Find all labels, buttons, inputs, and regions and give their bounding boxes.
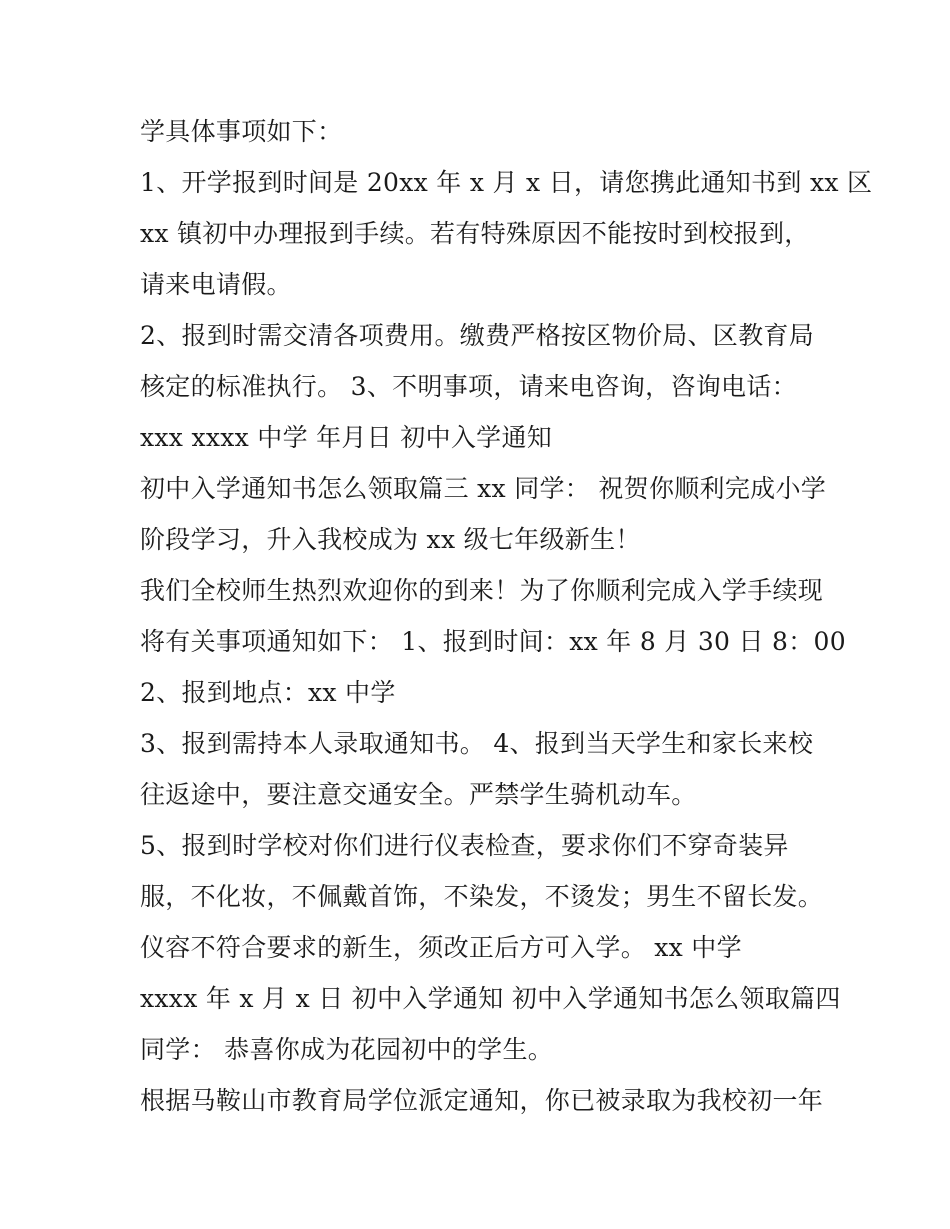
text-line: 5、报到时学校对你们进行仪表检查，要求你们不穿奇装异 [140, 831, 789, 860]
text-line: 3、报到需持本人录取通知书。 4、报到当天学生和家长来校 [140, 729, 814, 758]
text-line: 初中入学通知书怎么领取篇三 xx 同学： 祝贺你顺利完成小学 [140, 474, 827, 503]
text-line: xxxx 年 x 月 x 日 初中入学通知 初中入学通知书怎么领取篇四 [140, 984, 841, 1013]
text-line: xxx xxxx 中学 年月日 初中入学通知 [140, 423, 553, 452]
text-line: xx 镇初中办理报到手续。若有特殊原因不能按时到校报到， [140, 219, 810, 248]
text-line: 我们全校师生热烈欢迎你的到来！为了你顺利完成入学手续现 [140, 576, 824, 605]
text-line: 核定的标准执行。 3、不明事项，请来电咨询，咨询电话： [140, 372, 797, 401]
text-line: 2、报到时需交清各项费用。缴费严格按区物价局、区教育局 [140, 321, 815, 350]
text-line: 阶段学习，升入我校成为 xx 级七年级新生！ [140, 525, 641, 554]
text-line: 将有关事项通知如下： 1、报到时间：xx 年 8 月 30 日 8：00 [140, 627, 846, 656]
document-body [140, 106, 873, 1126]
text-line: 1、开学报到时间是 20xx 年 x 月 x 日，请您携此通知书到 xx 区 [140, 168, 873, 197]
text-line: 同学： 恭喜你成为花园初中的学生。 [140, 1035, 554, 1064]
text-line: 往返途中，要注意交通安全。严禁学生骑机动车。 [140, 780, 697, 809]
text-line: 请来电请假。 [140, 270, 292, 299]
text-line: 仪容不符合要求的新生，须改正后方可入学。 xx 中学 [140, 933, 742, 962]
text-line: 学具体事项如下： [140, 117, 343, 146]
text-line: 服，不化妆，不佩戴首饰，不染发，不烫发；男生不留长发。 [140, 882, 824, 911]
text-line: 根据马鞍山市教育局学位派定通知，你已被录取为我校初一年 [140, 1086, 824, 1115]
text-line: 2、报到地点：xx 中学 [140, 678, 396, 707]
